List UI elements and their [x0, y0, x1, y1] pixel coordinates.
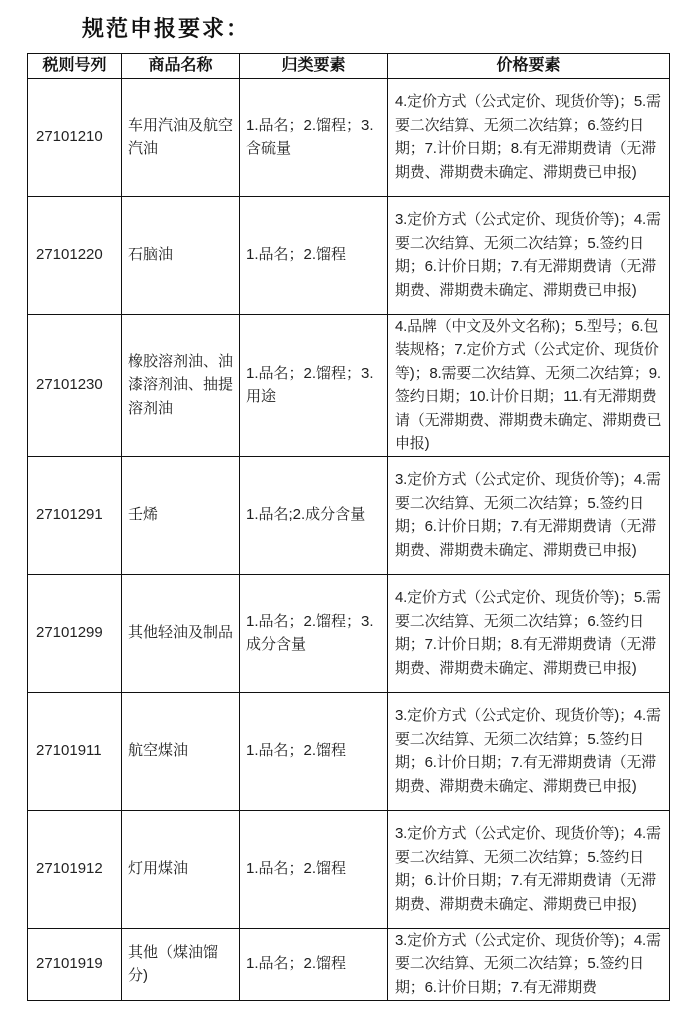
product-name-cell: 橡胶溶剂油、油漆溶剂油、抽提溶剂油 — [122, 314, 240, 456]
tariff-code-cell: 27101230 — [28, 314, 122, 456]
table-header-row — [28, 54, 670, 79]
price-elements-cell: 3.定价方式（公式定价、现货价等)；4.需要二次结算、无须二次结算；5.签约日期；6.计价日期；7.有无滞期费请（无滞期费、滞期费未确定、滞期费已申报) — [388, 456, 670, 574]
classification-cell: 1.品名；2.馏程 — [240, 196, 388, 314]
product-name-cell: 石脑油 — [122, 196, 240, 314]
price-elements-cell: 4.定价方式（公式定价、现货价等)；5.需要二次结算、无须二次结算；6.签约日期；7.计价日期；8.有无滞期费请（无滞期费、滞期费未确定、滞期费已申报) — [388, 574, 670, 692]
table-row — [28, 196, 670, 314]
table-row — [28, 928, 670, 1000]
product-name-cell: 其他轻油及制品 — [122, 574, 240, 692]
product-name-cell: 车用汽油及航空汽油 — [122, 78, 240, 196]
tariff-code-cell: 27101299 — [28, 574, 122, 692]
product-name-cell: 壬烯 — [122, 456, 240, 574]
classification-cell: 1.品名；2.馏程；3.含硫量 — [240, 78, 388, 196]
tariff-code-cell: 27101911 — [28, 692, 122, 810]
price-elements-cell: 3.定价方式（公式定价、现货价等)；4.需要二次结算、无须二次结算；5.签约日期；6.计价日期；7.有无滞期费 — [388, 928, 670, 1000]
product-name-cell: 其他（煤油馏分) — [122, 928, 240, 1000]
classification-cell: 1.品名;2.成分含量 — [240, 456, 388, 574]
price-elements-cell: 4.定价方式（公式定价、现货价等)；5.需要二次结算、无须二次结算；6.签约日期；7.计价日期；8.有无滞期费请（无滞期费、滞期费未确定、滞期费已申报) — [388, 78, 670, 196]
table-row — [28, 810, 670, 928]
product-name-cell: 航空煤油 — [122, 692, 240, 810]
header-price-elements: 价格要素 — [388, 54, 670, 79]
classification-cell: 1.品名；2.馏程 — [240, 810, 388, 928]
price-elements-cell: 3.定价方式（公式定价、现货价等)；4.需要二次结算、无须二次结算；5.签约日期；6.计价日期；7.有无滞期费请（无滞期费、滞期费未确定、滞期费已申报) — [388, 692, 670, 810]
declaration-requirements-table — [27, 53, 670, 1001]
tariff-code-cell: 27101919 — [28, 928, 122, 1000]
price-elements-cell: 4.品牌（中文及外文名称)；5.型号；6.包装规格；7.定价方式（公式定价、现货价等)；8.需要二次结算、无须二次结算；9.签约日期；10.计价日期；11.有无滞期费请（无滞期费、滞期费未确定、滞期费已申报) — [388, 314, 670, 456]
price-elements-cell: 3.定价方式（公式定价、现货价等)；4.需要二次结算、无须二次结算；5.签约日期；6.计价日期；7.有无滞期费请（无滞期费、滞期费未确定、滞期费已申报) — [388, 196, 670, 314]
table-row — [28, 314, 670, 456]
tariff-code-cell: 27101912 — [28, 810, 122, 928]
tariff-code-cell: 27101291 — [28, 456, 122, 574]
tariff-code-cell: 27101220 — [28, 196, 122, 314]
classification-cell: 1.品名；2.馏程 — [240, 928, 388, 1000]
product-name-cell: 灯用煤油 — [122, 810, 240, 928]
table-row — [28, 456, 670, 574]
classification-cell: 1.品名；2.馏程 — [240, 692, 388, 810]
table-row — [28, 692, 670, 810]
classification-cell: 1.品名；2.馏程；3.成分含量 — [240, 574, 388, 692]
tariff-code-cell: 27101210 — [28, 78, 122, 196]
price-elements-cell: 3.定价方式（公式定价、现货价等)；4.需要二次结算、无须二次结算；5.签约日期；6.计价日期；7.有无滞期费请（无滞期费、滞期费未确定、滞期费已申报) — [388, 810, 670, 928]
table-row — [28, 574, 670, 692]
header-product-name: 商品名称 — [122, 54, 240, 79]
header-tariff-code: 税则号列 — [28, 54, 122, 79]
page-title: 规范申报要求： — [82, 16, 251, 42]
table-row — [28, 78, 670, 196]
classification-cell: 1.品名；2.馏程；3.用途 — [240, 314, 388, 456]
header-classification-elements: 归类要素 — [240, 54, 388, 79]
